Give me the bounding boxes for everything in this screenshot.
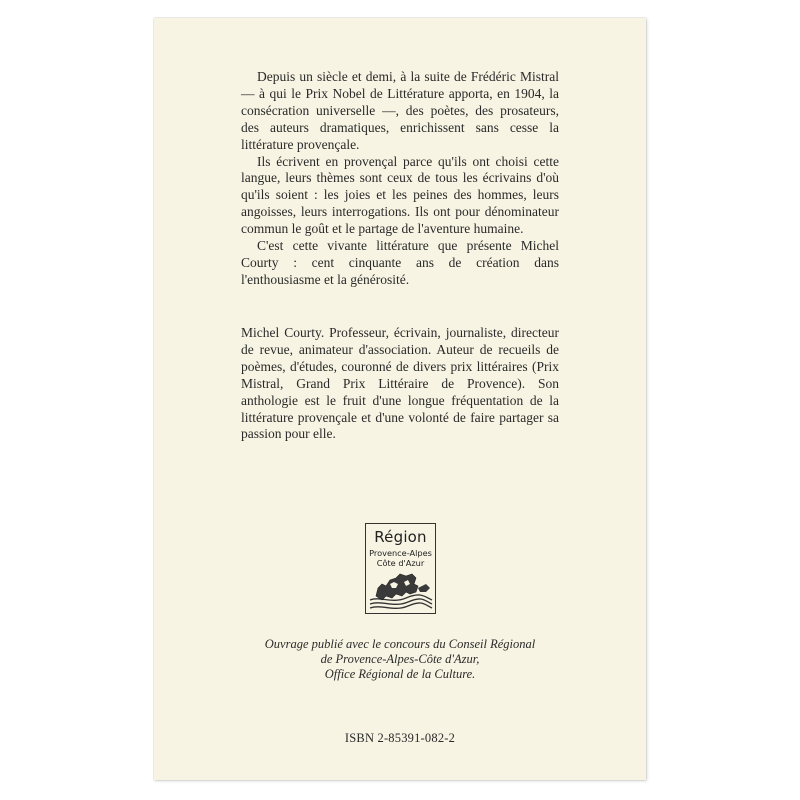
isbn: ISBN 2-85391-082-2	[344, 731, 456, 745]
publication-credit	[214, 637, 586, 683]
intro-paragraph-3: C'est cette vivante littérature que présente Michel Courty : cent cinquante ans de création dans l'enthousiasme et la générosité.	[241, 238, 559, 287]
region-map-icon	[366, 570, 434, 613]
credit-line-1: Ouvrage publié avec le concours du Conseil Régional	[264, 637, 536, 651]
author-bio: Michel Courty. Professeur, écrivain, journaliste, directeur de revue, animateur d'association. Auteur de recueils de poèmes, d'études, couronné de divers prix littéraires (Prix Mistral, Grand Prix Littéraire de Provence). Son anthologie est le fruit d'une longue fréquentation de la littérature provençale et d'une volonté de faire partager sa passion pour elle.	[241, 325, 559, 442]
logo-title: Région	[374, 528, 427, 546]
intro-paragraph-2: Ils écrivent en provençal parce qu'ils ont choisi cette langue, leurs thèmes sont ceux de tous les écrivains d'où qu'ils soient : les joies et les peines des hommes, leurs angoisses, leurs interrogations. Ils ont pour dénominateur commun le goût et le partage de l'aventure humaine.	[241, 153, 559, 237]
intro-text	[241, 69, 559, 289]
logo-subtitle-line-2: Côte d'Azur	[376, 558, 425, 568]
credit-line-2: de Provence-Alpes-Côte d'Azur,	[320, 652, 480, 667]
intro-paragraph-1: Depuis un siècle et demi, à la suite de Frédéric Mistral — à qui le Prix Nobel de Littérature apporta, en 1904, la consécration universelle —, des poètes, des prosateurs, des auteurs dramatiques, enrichissent sans cesse la littérature provençale.	[241, 69, 559, 152]
logo-subtitle-line-1: Provence-Alpes	[369, 548, 432, 558]
book-back-cover	[154, 18, 646, 780]
author-bio-block	[241, 325, 559, 443]
region-logo	[365, 523, 436, 614]
credit-line-3: Office Régional de la Culture.	[324, 667, 476, 682]
